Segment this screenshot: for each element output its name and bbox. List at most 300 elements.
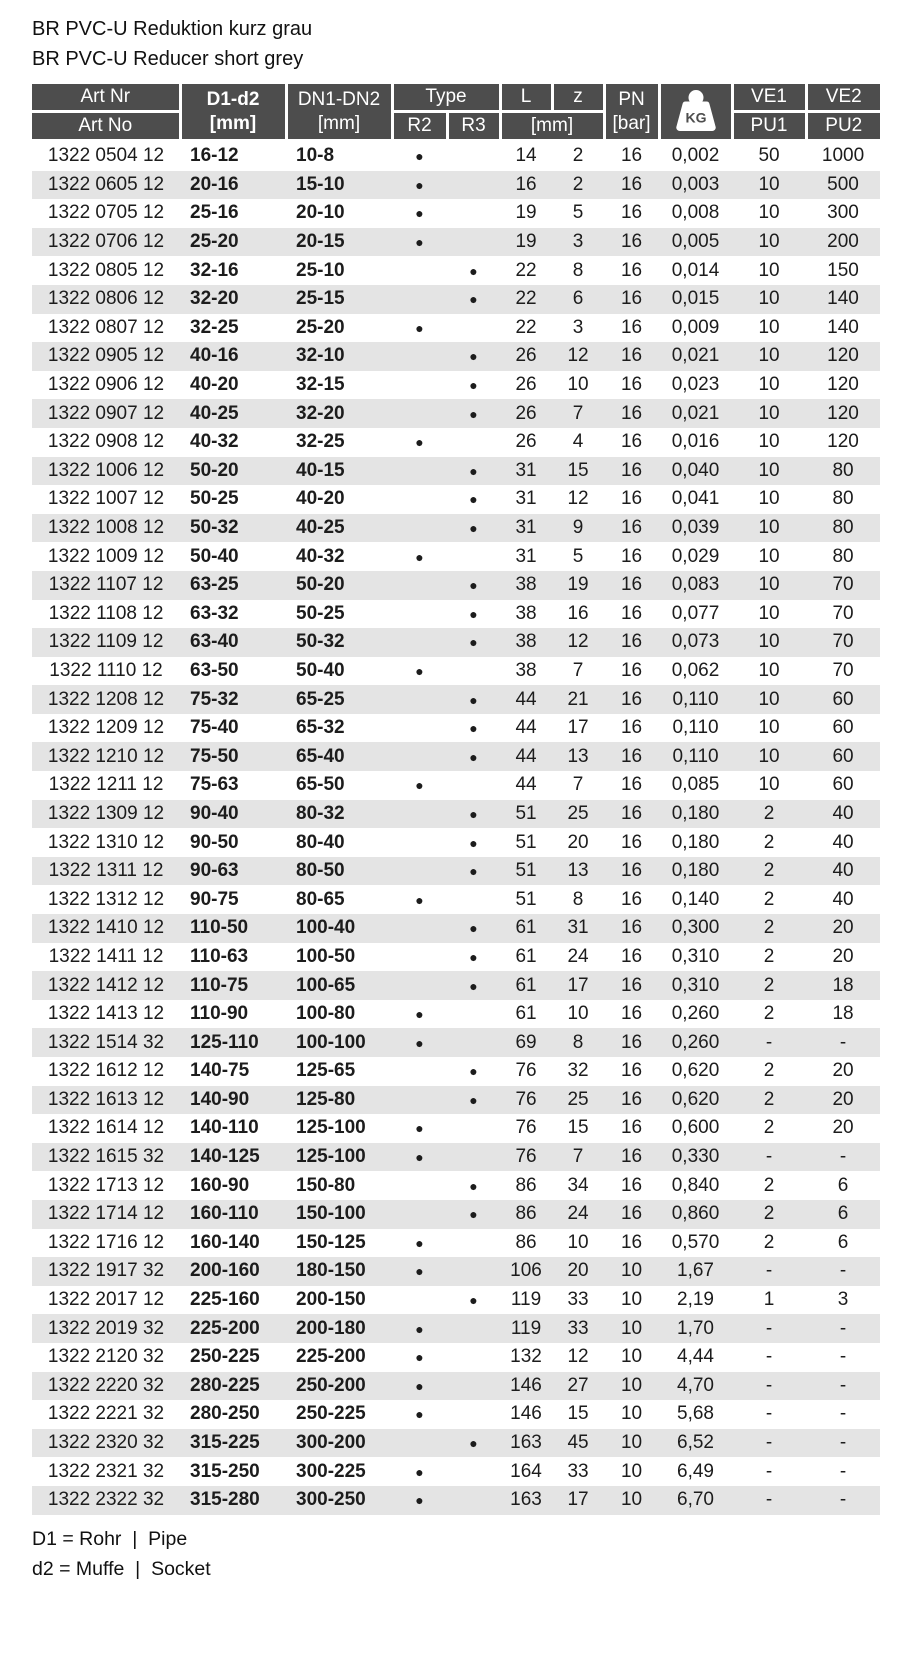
table-row: [32, 771, 880, 800]
cell-d1-d2: 140-75: [190, 1060, 250, 1082]
table-row: [32, 1429, 880, 1458]
cell-ve2: -: [839, 1489, 847, 1511]
cell-kg: 0,300: [671, 917, 720, 939]
cell-pn: 16: [620, 860, 643, 882]
col-header-dn1-dn2: DN1-DN2 [mm]: [286, 84, 392, 141]
cell-dn1-dn2: 225-200: [296, 1346, 366, 1368]
cell-ve2: -: [839, 1317, 847, 1339]
cell-d1-d2: 110-63: [190, 945, 249, 967]
cell-r3: [447, 1400, 500, 1429]
cell-l: 19: [515, 231, 537, 253]
cell-d1-d2: 63-32: [190, 602, 239, 624]
type-r2-dot: ●: [415, 1149, 424, 1166]
table-row: [32, 199, 880, 228]
cell-ve2: -: [839, 1260, 847, 1282]
cell-kg: 0,840: [671, 1174, 720, 1196]
table-row: [32, 828, 880, 857]
cell-r3: [447, 1229, 500, 1258]
cell-kg: 0,005: [671, 231, 720, 253]
table-row: [32, 485, 880, 514]
cell-pn: 16: [620, 1003, 643, 1025]
cell-kg: 0,110: [672, 688, 719, 710]
cell-kg: 0,180: [671, 802, 720, 824]
cell-pn: 16: [620, 202, 643, 224]
table-row: [32, 628, 880, 657]
cell-z: 33: [567, 1289, 589, 1311]
cell-d1-d2: 63-40: [190, 631, 239, 653]
cell-kg: 1,67: [677, 1260, 714, 1282]
cell-art-no: 1322 1210 12: [47, 745, 165, 767]
svg-text:KG: KG: [685, 109, 707, 125]
cell-ve1: 10: [758, 202, 780, 224]
cell-z: 17: [567, 1489, 589, 1511]
cell-art-no: 1322 2320 32: [47, 1432, 165, 1454]
cell-pn: 16: [620, 602, 643, 624]
cell-r2: [392, 342, 447, 371]
type-r2-dot: ●: [415, 1320, 424, 1337]
cell-dn1-dn2: 250-225: [296, 1403, 366, 1425]
table-row: [32, 1143, 880, 1172]
cell-l: 51: [515, 888, 537, 910]
col-header-l: L: [500, 84, 552, 112]
cell-r2: [392, 828, 447, 857]
cell-d1-d2: 110-75: [190, 974, 249, 996]
cell-ve2: 60: [832, 774, 854, 796]
cell-ve2: -: [839, 1346, 847, 1368]
table-row: [32, 399, 880, 428]
cell-z: 6: [572, 288, 584, 310]
col-header-type: Type: [392, 84, 500, 112]
footnote-d1: D1 = Rohr | Pipe: [32, 1527, 188, 1550]
cell-d1-d2: 140-90: [190, 1088, 250, 1110]
cell-z: 21: [567, 688, 589, 710]
cell-z: 8: [572, 888, 584, 910]
cell-ve1: 2: [763, 860, 775, 882]
cell-ve2: 70: [832, 631, 854, 653]
type-r3-dot: ●: [469, 1292, 478, 1309]
type-r3-dot: ●: [469, 520, 478, 537]
cell-l: 132: [510, 1346, 542, 1368]
cell-art-no: 1322 1110 12: [49, 659, 163, 681]
cell-kg: 0,002: [671, 145, 720, 167]
cell-art-no: 1322 1309 12: [47, 802, 165, 824]
type-r3-dot: ●: [469, 920, 478, 937]
col-header-r3: R3: [447, 112, 500, 141]
cell-l: 26: [515, 431, 537, 453]
cell-d1-d2: 110-90: [190, 1003, 249, 1025]
col-header-art-no: Art No: [32, 112, 180, 141]
cell-ve1: -: [765, 1260, 773, 1282]
cell-l: 106: [510, 1260, 542, 1282]
cell-ve2: 6: [837, 1203, 849, 1225]
type-r3-dot: ●: [469, 748, 478, 765]
cell-dn1-dn2: 40-20: [296, 488, 345, 510]
cell-dn1-dn2: 300-250: [296, 1489, 366, 1511]
cell-z: 5: [572, 202, 584, 224]
cell-d1-d2: 90-50: [190, 831, 239, 853]
cell-r2: [392, 1286, 447, 1315]
cell-art-no: 1322 0806 12: [47, 288, 165, 310]
cell-l: 31: [515, 488, 537, 510]
cell-z: 25: [567, 802, 589, 824]
cell-dn1-dn2: 10-8: [296, 145, 335, 167]
cell-d1-d2: 90-63: [190, 860, 239, 882]
cell-r3: [447, 771, 500, 800]
table-row: [32, 600, 880, 629]
cell-ve2: 80: [832, 459, 854, 481]
cell-dn1-dn2: 25-15: [296, 288, 345, 310]
cell-r3: [447, 199, 500, 228]
type-r2-dot: ●: [415, 662, 424, 679]
cell-kg: 0,023: [671, 374, 720, 396]
table-body: [32, 141, 880, 1515]
cell-r2: [392, 800, 447, 829]
cell-z: 7: [572, 402, 584, 424]
cell-dn1-dn2: 65-40: [296, 745, 345, 767]
cell-ve2: 18: [832, 1003, 854, 1025]
cell-dn1-dn2: 100-80: [296, 1003, 356, 1025]
type-r2-dot: ●: [415, 1006, 424, 1023]
cell-ve2: 120: [827, 431, 859, 453]
table-row: [32, 685, 880, 714]
cell-kg: 0,310: [671, 945, 720, 967]
cell-ve1: 2: [763, 974, 775, 996]
cell-ve2: -: [839, 1374, 847, 1396]
reducer-spec-table: [32, 84, 880, 1515]
table-row: [32, 171, 880, 200]
cell-r2: [392, 285, 447, 314]
table-header: [32, 84, 880, 141]
cell-art-no: 1322 0905 12: [47, 345, 165, 367]
cell-dn1-dn2: 125-80: [296, 1088, 356, 1110]
cell-dn1-dn2: 100-100: [296, 1031, 366, 1053]
cell-ve1: 10: [758, 345, 780, 367]
cell-dn1-dn2: 25-10: [296, 259, 345, 281]
cell-dn1-dn2: 40-25: [296, 517, 345, 539]
cell-l: 76: [515, 1117, 537, 1139]
type-r2-dot: ●: [415, 777, 424, 794]
cell-art-no: 1322 2321 32: [47, 1460, 165, 1482]
cell-dn1-dn2: 40-32: [296, 545, 345, 567]
cell-r3: [447, 1457, 500, 1486]
cell-l: 86: [515, 1231, 537, 1253]
cell-ve1: 2: [763, 888, 775, 910]
cell-kg: 0,110: [672, 745, 719, 767]
cell-z: 45: [567, 1432, 589, 1454]
cell-r2: [392, 600, 447, 629]
cell-ve2: 60: [832, 688, 854, 710]
cell-ve1: 2: [763, 917, 775, 939]
cell-l: 31: [515, 517, 537, 539]
cell-l: 61: [515, 945, 537, 967]
cell-pn: 16: [620, 1146, 643, 1168]
cell-z: 13: [567, 860, 589, 882]
cell-z: 32: [567, 1060, 589, 1082]
cell-ve1: 10: [758, 173, 780, 195]
cell-dn1-dn2: 80-32: [296, 802, 345, 824]
footnotes: [32, 1524, 880, 1584]
type-r3-dot: ●: [469, 1206, 478, 1223]
cell-ve2: 20: [832, 1088, 854, 1110]
cell-d1-d2: 40-25: [190, 402, 239, 424]
table-row: [32, 800, 880, 829]
cell-z: 13: [567, 745, 589, 767]
cell-dn1-dn2: 150-80: [296, 1174, 356, 1196]
cell-ve2: 40: [832, 831, 854, 853]
cell-art-no: 1322 2019 32: [47, 1317, 165, 1339]
cell-l: 146: [510, 1374, 542, 1396]
type-r2-dot: ●: [415, 234, 424, 251]
cell-ve1: 10: [758, 745, 780, 767]
cell-d1-d2: 200-160: [190, 1260, 260, 1282]
cell-art-no: 1322 1613 12: [47, 1088, 165, 1110]
cell-ve2: 1000: [821, 145, 865, 167]
cell-l: 61: [515, 1003, 537, 1025]
cell-z: 8: [572, 1031, 584, 1053]
table-row: [32, 542, 880, 571]
cell-pn: 16: [620, 431, 643, 453]
type-r2-dot: ●: [415, 1263, 424, 1280]
table-row: [32, 1229, 880, 1258]
cell-ve2: 80: [832, 488, 854, 510]
cell-ve1: 2: [763, 1003, 775, 1025]
cell-pn: 16: [620, 1117, 643, 1139]
cell-z: 3: [572, 231, 584, 253]
cell-ve2: 120: [827, 402, 859, 424]
cell-d1-d2: 20-16: [190, 173, 239, 195]
cell-pn: 16: [620, 545, 643, 567]
cell-r2: [392, 1200, 447, 1229]
cell-kg: 0,260: [671, 1003, 720, 1025]
cell-art-no: 1322 1107 12: [48, 574, 164, 596]
cell-pn: 16: [620, 1088, 643, 1110]
cell-l: 26: [515, 345, 537, 367]
table-row: [32, 1457, 880, 1486]
cell-kg: 0,620: [671, 1088, 720, 1110]
cell-ve2: 20: [832, 1117, 854, 1139]
cell-kg: 1,70: [677, 1317, 714, 1339]
cell-dn1-dn2: 40-15: [296, 459, 345, 481]
cell-l: 14: [515, 145, 537, 167]
cell-d1-d2: 125-110: [190, 1031, 259, 1053]
cell-dn1-dn2: 20-15: [296, 231, 345, 253]
cell-ve1: 2: [763, 1174, 775, 1196]
col-header-art-nr: Art Nr: [32, 84, 180, 112]
table-row: [32, 1200, 880, 1229]
cell-ve1: -: [765, 1460, 773, 1482]
type-r3-dot: ●: [469, 605, 478, 622]
cell-art-no: 1322 0907 12: [47, 402, 165, 424]
type-r2-dot: ●: [415, 1463, 424, 1480]
type-r2-dot: ●: [415, 205, 424, 222]
type-r3-dot: ●: [469, 377, 478, 394]
cell-pn: 16: [620, 745, 643, 767]
cell-pn: 16: [620, 402, 643, 424]
cell-pn: 16: [620, 259, 643, 281]
cell-z: 15: [567, 459, 589, 481]
cell-ve2: 6: [837, 1174, 849, 1196]
cell-d1-d2: 16-12: [190, 145, 239, 167]
cell-z: 31: [567, 917, 589, 939]
cell-d1-d2: 50-25: [190, 488, 239, 510]
cell-ve1: -: [765, 1489, 773, 1511]
cell-kg: 4,44: [677, 1346, 714, 1368]
cell-z: 10: [567, 1231, 589, 1253]
table-row: [32, 1028, 880, 1057]
cell-r3: [447, 885, 500, 914]
cell-art-no: 1322 1412 12: [47, 974, 165, 996]
cell-z: 3: [572, 316, 584, 338]
cell-l: 26: [515, 374, 537, 396]
cell-kg: 0,077: [671, 602, 720, 624]
cell-d1-d2: 160-90: [190, 1174, 250, 1196]
footnote-d2: d2 = Muffe | Socket: [32, 1557, 211, 1580]
cell-r2: [392, 571, 447, 600]
cell-ve1: 10: [758, 688, 780, 710]
cell-l: 119: [510, 1317, 542, 1339]
cell-dn1-dn2: 32-20: [296, 402, 345, 424]
cell-l: 69: [515, 1031, 537, 1053]
cell-z: 33: [567, 1317, 589, 1339]
cell-z: 16: [567, 602, 589, 624]
cell-r2: [392, 457, 447, 486]
cell-l: 61: [515, 974, 537, 996]
cell-ve2: -: [839, 1403, 847, 1425]
cell-ve2: 40: [832, 802, 854, 824]
table-row: [32, 314, 880, 343]
cell-art-no: 1322 1008 12: [47, 517, 165, 539]
cell-pn: 16: [620, 574, 643, 596]
cell-z: 12: [567, 488, 589, 510]
cell-art-no: 1322 0807 12: [47, 316, 165, 338]
cell-kg: 0,085: [671, 774, 720, 796]
cell-pn: 10: [620, 1317, 643, 1339]
cell-l: 31: [515, 459, 537, 481]
cell-l: 22: [515, 316, 537, 338]
cell-z: 20: [567, 1260, 589, 1282]
cell-dn1-dn2: 65-50: [296, 774, 345, 796]
cell-z: 17: [567, 717, 589, 739]
cell-pn: 16: [620, 717, 643, 739]
cell-ve2: -: [839, 1460, 847, 1482]
cell-kg: 0,016: [671, 431, 720, 453]
type-r3-dot: ●: [469, 720, 478, 737]
cell-kg: 0,083: [671, 574, 720, 596]
cell-ve1: 2: [763, 1117, 775, 1139]
cell-dn1-dn2: 125-65: [296, 1060, 356, 1082]
cell-l: 22: [515, 288, 537, 310]
cell-z: 10: [567, 374, 589, 396]
cell-ve1: -: [765, 1146, 773, 1168]
cell-d1-d2: 40-16: [190, 345, 239, 367]
cell-pn: 16: [620, 774, 643, 796]
cell-dn1-dn2: 150-100: [296, 1203, 366, 1225]
cell-ve2: 60: [832, 745, 854, 767]
cell-ve2: 6: [837, 1231, 849, 1253]
cell-kg: 6,49: [677, 1460, 714, 1482]
cell-kg: 0,041: [671, 488, 720, 510]
cell-ve1: 10: [758, 717, 780, 739]
table-row: [32, 1286, 880, 1315]
cell-z: 9: [572, 517, 584, 539]
cell-d1-d2: 280-225: [190, 1374, 260, 1396]
cell-z: 12: [567, 631, 589, 653]
cell-ve2: -: [839, 1146, 847, 1168]
cell-art-no: 1322 1615 32: [47, 1146, 165, 1168]
cell-ve2: 300: [827, 202, 859, 224]
cell-z: 5: [572, 545, 584, 567]
cell-l: 44: [515, 688, 537, 710]
type-r3-dot: ●: [469, 405, 478, 422]
type-r2-dot: ●: [415, 1120, 424, 1137]
type-r3-dot: ●: [469, 691, 478, 708]
cell-r3: [447, 1257, 500, 1286]
cell-art-no: 1322 2017 12: [47, 1289, 165, 1311]
table-row: [32, 457, 880, 486]
cell-d1-d2: 63-25: [190, 574, 239, 596]
table-row: [32, 514, 880, 543]
cell-dn1-dn2: 125-100: [296, 1146, 366, 1168]
cell-art-no: 1322 1310 12: [47, 831, 165, 853]
cell-d1-d2: 225-200: [190, 1317, 260, 1339]
table-row: [32, 1114, 880, 1143]
cell-r2: [392, 714, 447, 743]
cell-l: 86: [515, 1203, 537, 1225]
cell-art-no: 1322 1211 12: [48, 774, 164, 796]
cell-ve1: -: [765, 1031, 773, 1053]
cell-art-no: 1322 2221 32: [47, 1403, 165, 1425]
cell-ve1: 10: [758, 659, 780, 681]
cell-r3: [447, 141, 500, 171]
cell-d1-d2: 75-40: [190, 717, 239, 739]
cell-d1-d2: 25-20: [190, 231, 239, 253]
cell-z: 24: [567, 945, 589, 967]
cell-l: 86: [515, 1174, 537, 1196]
cell-ve2: 120: [827, 345, 859, 367]
cell-r3: [447, 171, 500, 200]
cell-z: 33: [567, 1460, 589, 1482]
type-r3-dot: ●: [469, 1063, 478, 1080]
table-row: [32, 857, 880, 886]
cell-pn: 16: [620, 459, 643, 481]
cell-pn: 10: [620, 1289, 643, 1311]
cell-pn: 16: [620, 945, 643, 967]
cell-pn: 16: [620, 802, 643, 824]
cell-ve2: 70: [832, 602, 854, 624]
cell-d1-d2: 25-16: [190, 202, 239, 224]
type-r2-dot: ●: [415, 434, 424, 451]
cell-d1-d2: 90-75: [190, 888, 239, 910]
cell-d1-d2: 110-50: [190, 917, 249, 939]
cell-pn: 16: [620, 288, 643, 310]
type-r2-dot: ●: [415, 1034, 424, 1051]
type-r2-dot: ●: [415, 176, 424, 193]
cell-r3: [447, 542, 500, 571]
cell-pn: 16: [620, 145, 643, 167]
cell-kg: 0,180: [671, 860, 720, 882]
table-row: [32, 256, 880, 285]
cell-d1-d2: 280-250: [190, 1403, 260, 1425]
cell-kg: 0,021: [671, 402, 720, 424]
table-row: [32, 571, 880, 600]
weight-kg-icon: [667, 89, 725, 135]
cell-pn: 10: [620, 1403, 643, 1425]
cell-z: 10: [567, 1003, 589, 1025]
cell-ve2: 140: [827, 288, 859, 310]
col-header-pu2: PU2: [806, 112, 880, 141]
cell-d1-d2: 315-280: [190, 1489, 260, 1511]
cell-l: 51: [515, 860, 537, 882]
